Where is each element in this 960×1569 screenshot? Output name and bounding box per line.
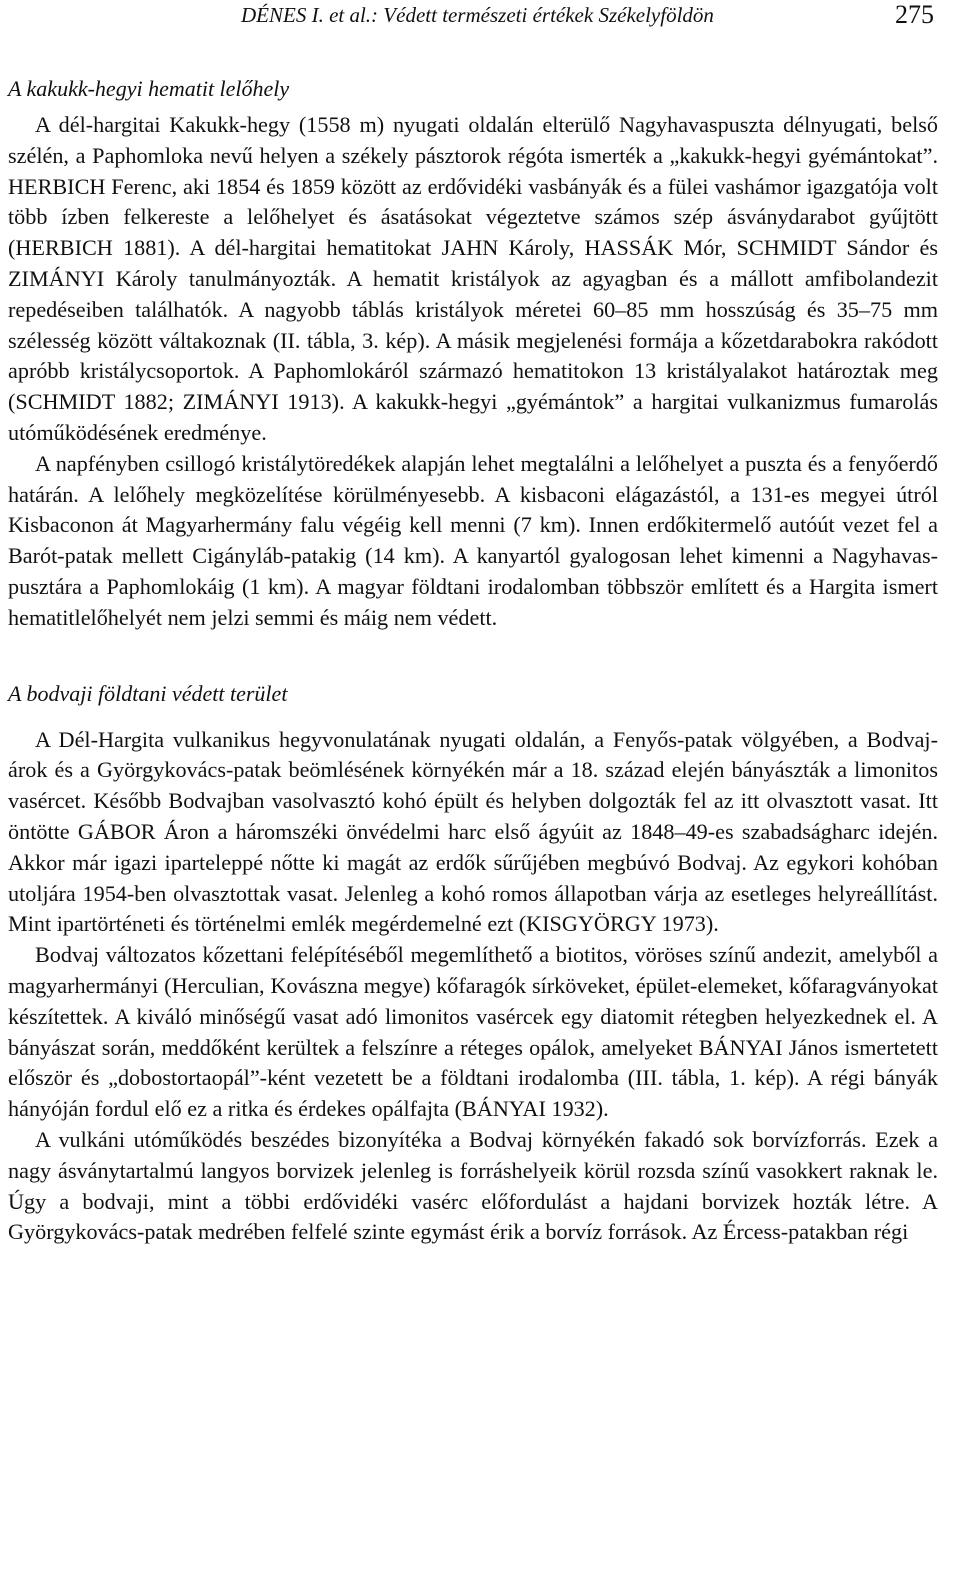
section-title-hematit: A kakukk-hegyi hematit lelőhely xyxy=(8,76,290,101)
paragraph-bodvaj-history: A Dél-Hargita vulkanikus hegyvonulatának nyugati oldalán, a Fenyős-patak völgyében, a Bodvaj- árok és a Györgykovács-patak beömlésének környékén már a 18. század elején bányászták a limonitos vasércet. Később Bodvajban vasolvasztó kohó épült és helyben dolgozták fel az itt olvasztott vasat. Itt öntötte GÁBOR Áron a háromszéki önvédelmi harc első ágyúit az 1848–49-es szabadságharc idején. Akkor már igazi iparteleppé nőtte ki magát az erdők sűrűjében megbúvó Bodvaj. Az egykori kohóban utoljára 1954-ben olvasztottak vasat. Jelenleg a kohó romos állapotban várja az esetleges helyreállítást. Mint ipartörténeti és történelmi emlék megérdemelné ezt (KISGYÖRGY 1973). xyxy=(8,726,938,937)
running-head-authors: DÉNES I. et al.: Védett természeti értékek Székelyföldön xyxy=(241,3,714,27)
section-title-bodvaj: A bodvaji földtani védett terület xyxy=(8,680,288,706)
page-number: 275 xyxy=(895,0,934,29)
paragraph-bodvaj-geology: Bodvaj változatos kőzettani felépítéséből megemlíthető a biotitos, vöröses színű andezit, amelyből a magyarhermányi (Herculian, Kovászna megye) kőfaragók sírköveket, épület-elemeket, kőfaragványokat készítettek. A kiváló minőségű vasat adó limonitos vasércek egy diatomit rétegben helyezkednek el. A bányászat során, meddőként kerültek a felszínre a réteges opálok, amelyeket BÁNYAI János ismertetett először és „dobostortaopál”-ként vezetett be a földtani irodalomba (III. tábla, 1. kép). A régi bányák hányóján fordul elő ez a ritka és érdekes opálfajta (BÁNYAI 1932). xyxy=(8,942,938,1122)
paragraph-bodvaj-springs: A vulkáni utóműködés beszédes bizonyítéka a Bodvaj környékén fakadó sok borvízforrás. Ezek a nagy ásványtartalmú langyos borvizek jelenleg is forráshelyeik körül rozsda színű vasokkert raknak le. Úgy a bodvaji, mint a többi erdővidéki vasérc előfordulást a hajdani borvizek hozták létre. A Györgykovács-patak medrében felfelé szinte egymást érik a borvíz források. Az Ércess-patakban régi xyxy=(8,1126,938,1245)
paragraph-hematit-description: A dél-hargitai Kakukk-hegy (1558 m) nyugati oldalán elterülő Nagyhavaspuszta délnyugati, belső szélén, a Paphomloka nevű helyen a székely pásztorok régóta ismerték a „kakukk-hegyi gyémántokat”. HERBICH Ferenc, aki 1854 és 1859 között az erdővidéki vasbányák és a fülei vashámor igazgatója volt több ízben felkereste a lelőhelyet és ásatásokat végeztetve számos szép ásványdarabot gyűjtött (HERBICH 1881). A dél-hargitai hematitokat JAHN Károly, HASSÁK Mór, SCHMIDT Sándor és ZIMÁNYI Károly tanulmányozták. A hematit kristályok az agyagban és a mállott amfibolandezit repedéseiben találhatók. A nagyobb táblás kristályok méretei 60–85 mm hosszúság és 35–75 mm szélesség között váltakoznak (II. tábla, 3. kép). A másik megjelenési formája a kőzetdarabokra rakódott apróbb kristálycsoportok. A Paphomlokáról származó hematitokon 13 kristályalakot határoztak meg (SCHMIDT 1882; ZIMÁNYI 1913). A kakukk-hegyi „gyémántok” a hargitai vulkanizmus fumarolás utóműködésének eredménye. xyxy=(8,112,938,445)
running-head xyxy=(8,0,938,52)
paragraph-hematit-access: A napfényben csillogó kristálytöredékek alapján lehet megtalálni a lelőhelyet a puszta és a fenyőerdő határán. A lelőhely megközelítése körülményesebb. A kisbaconi elágazástól, a 131-es megyei útról Kisbaconon át Magyarhermány falu végéig kell menni (7 km). Innen erdőkitermelő autóút vezet fel a Barót-patak mellett Cigányláb-patakig (14 km). A kanyartól gyalogosan lehet kimenni a Nagyhavaspusztára a Paphomlokáig (1 km). A magyar földtani irodalomban többször említett és a Hargita ismert hematitlelőhelyét nem jelzi semmi és máig nem védett. xyxy=(8,450,938,630)
